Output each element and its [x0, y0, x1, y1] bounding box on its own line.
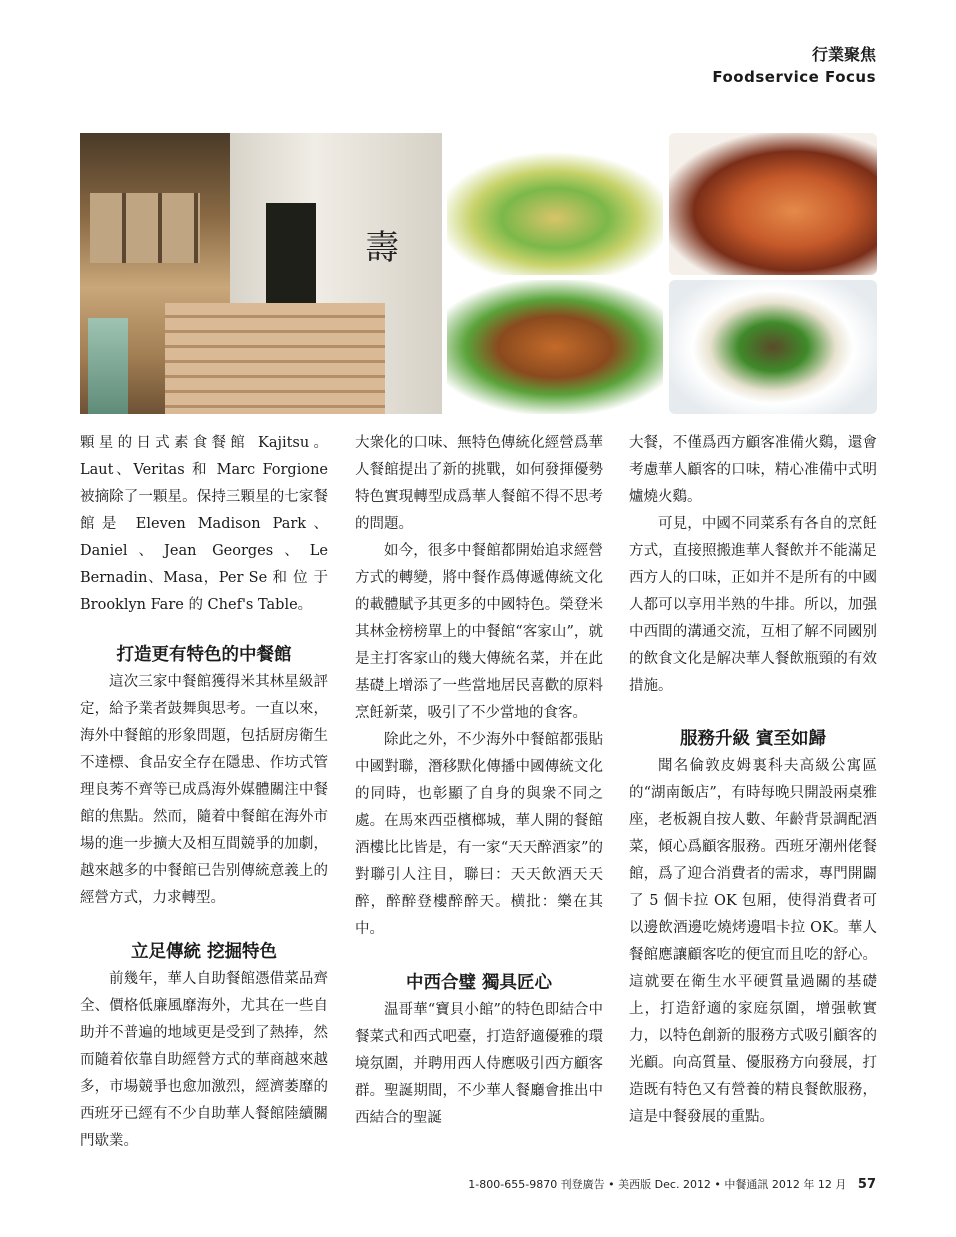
staircase [165, 303, 385, 414]
paragraph: 這次三家中餐館獲得米其林星級評定，給予業者鼓舞與思考。一直以來，海外中餐館的形象問題，包括厨房衛生不達標、食品安全存在隱患、作坊式管理良莠不齊等已成爲海外媒體關注中餐館的焦點。然而，隨着中餐館在海外市場的進一步擴大及相互間競爭的加劇，越來越多的中餐館已告别傳統意義上的經營方式，力求轉型。 [80, 674, 328, 906]
planter [88, 318, 128, 414]
paragraph: 可見，中國不同菜系有各自的烹飪方式，直接照搬進華人餐飲并不能滿足西方人的口味，正如并不是所有的中國人都可以享用半熟的牛排。所以，加强中西間的溝通交流，互相了解不同國别的飲食文化是解决華人餐飲瓶頸的有效措施。 [629, 516, 877, 694]
section-header [712, 44, 876, 88]
restaurant-interior-photo [80, 133, 442, 414]
page-number: 57 [857, 1177, 876, 1192]
paragraph: 聞名倫敦皮姆裏科夫高級公寓區的“湖南飯店”，有時每晚只開設兩桌雅座，老板親自按人數、年齡背景調配酒菜，傾心爲顧客服務。西班牙潮州佬餐館，爲了迎合消費者的需求，專門開闢了 5 個卡拉 OK 包厢，使得消費者可以邊飲酒邊吃燒烤邊唱卡拉 OK。華人餐館應讓顧客吃的便宜而且吃的舒心。這就要在衛生水平硬質量過關的基礎上，打造舒適的家庭氛圍，增强軟實力，以特色創新的服務方式吸引顧客的光顧。向高質量、優服務方向發展，打造既有特色又有營養的精良餐飲服務，這是中餐發展的重點。 [629, 758, 877, 1125]
dish-photo-shrimp [669, 133, 877, 275]
paragraph: 温哥華“寶貝小館”的特色即結合中餐菜式和西式吧臺，打造舒適優雅的環境氛圍，并聘用西人侍應吸引西方顧客群。聖誕期間，不少華人餐廳會推出中西結合的聖誕 [355, 1002, 603, 1126]
section-title-zh: 行業聚焦 [811, 45, 876, 64]
subheading: 立足傳統 挖掘特色 [130, 942, 278, 962]
paragraph: 顆星的日式素食餐館 Kajitsu。Laut、Veritas 和 Marc Forgione 被摘除了一顆星。保持三顆星的七家餐館是 Eleven Madison Park、Daniel、Jean Georges、Le Bernadin、Masa，Per Se 和 位 于 Brooklyn Fare 的 Chef's Table。 [80, 435, 328, 613]
article-column-3 [629, 430, 877, 1131]
paragraph: 前幾年，華人自助餐館憑借菜品齊全、價格低廉風靡海外，尤其在一些自助并不普遍的地域更是受到了熱捧，然而隨着依靠自助經營方式的華商越來越多，市場競爭也愈加激烈，經濟萎靡的西班牙已經有不少自助華人餐館陸續關門歇業。 [80, 971, 328, 1149]
paragraph: 大餐，不僅爲西方顧客准備火鷄，還會考慮華人顧客的口味，精心准備中式明爐燒火鷄。 [629, 435, 877, 505]
dish-photo-spicy-chicken [447, 280, 663, 414]
paragraph: 除此之外，不少海外中餐館都張貼中國對聯，潛移默化傳播中國傳統文化的同時，也彰顯了自身的與衆不同之處。在馬來西亞檳榔城，華人開的餐館酒樓比比皆是，有一家“天天醉酒家”的對聯引人注目，聯曰：天天飲酒天天醉，醉醉登樓醉醉天。横批：樂在其中。 [355, 732, 603, 937]
calligraphy-scroll: 壽 [365, 228, 399, 268]
article-column-1 [80, 430, 328, 1155]
paragraph: 大衆化的口味、無特色傳統化經營爲華人餐館提出了新的挑戰，如何發揮優勢特色實現轉型成爲華人餐館不得不思考的問題。 [355, 435, 603, 532]
page-footer [468, 1176, 876, 1192]
dish-photo-stir-fry [447, 133, 663, 275]
article-column-2 [355, 430, 603, 1132]
subheading: 打造更有特色的中餐館 [116, 645, 292, 665]
wall-paintings [90, 193, 200, 263]
subheading: 服務升級 賓至如歸 [679, 729, 827, 749]
footer-text: 1-800-655-9870 刊登廣告 • 美西版 Dec. 2012 • 中餐通訊 2012 年 12 月 [468, 1178, 847, 1191]
dish-photo-noodles [669, 280, 877, 414]
doorway [266, 203, 316, 303]
section-title-en: Foodservice Focus [712, 68, 876, 86]
subheading: 中西合璧 獨具匠心 [405, 973, 553, 993]
paragraph: 如今，很多中餐館都開始追求經營方式的轉變，將中餐作爲傳遞傳統文化的載體賦予其更多的中國特色。榮登米其林金榜榜單上的中餐館“客家山”，就是主打客家山的幾大傳統名菜，并在此基礎上增添了一些當地居民喜歡的原料烹飪新菜，吸引了不少當地的食客。 [355, 543, 603, 721]
